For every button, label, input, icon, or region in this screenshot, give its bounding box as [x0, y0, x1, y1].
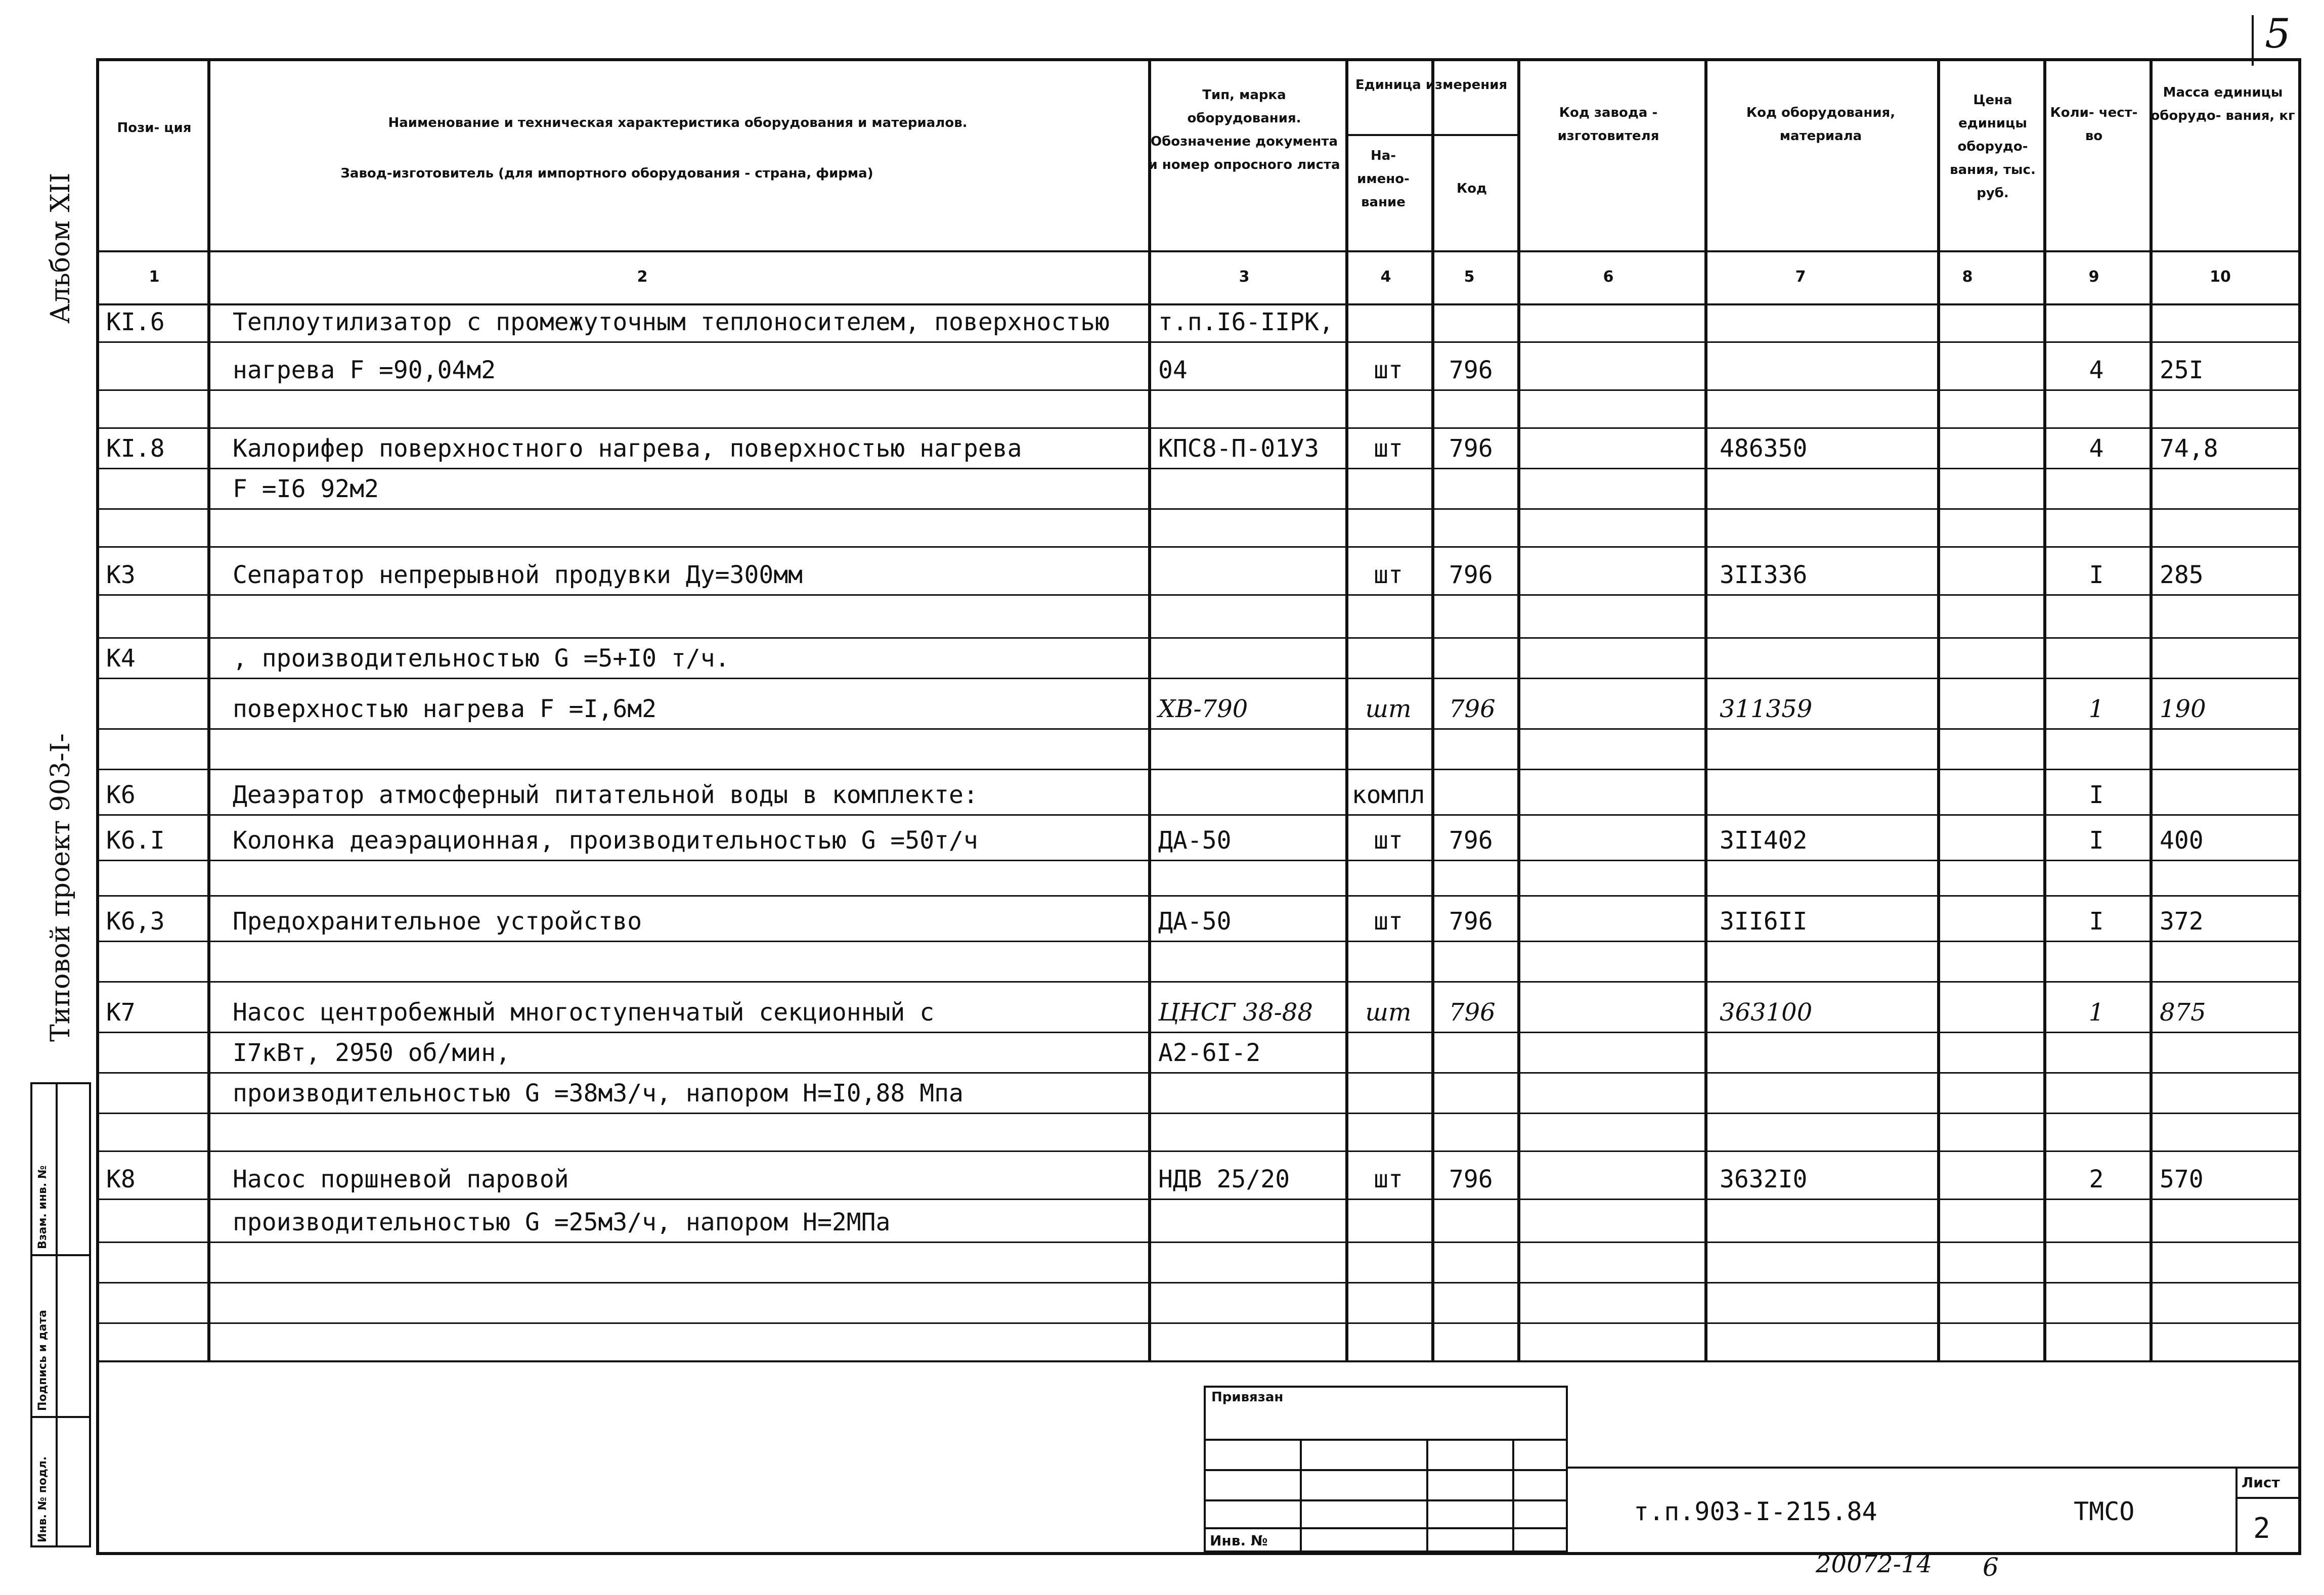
row-quantity: 1 — [2088, 998, 2104, 1027]
header-pos: Пози- ция — [117, 120, 192, 136]
row-unit-code: 796 — [1449, 1165, 1493, 1193]
col-number-8: 8 — [1962, 268, 1973, 286]
row-unit: шт — [1374, 561, 1403, 589]
row-equipment-code: 363100 — [1720, 998, 1813, 1027]
row-divider — [96, 637, 2301, 639]
row-position: К3 — [106, 561, 136, 589]
header-divider — [1345, 134, 1517, 136]
row-unit: шт — [1374, 907, 1403, 936]
row-equipment-code: 3II336 — [1720, 561, 1808, 589]
row-equipment-code: 3II6II — [1720, 907, 1808, 936]
stamp-vzam-inv: Взам. инв. № — [36, 1165, 49, 1249]
title-block-line — [2235, 1467, 2238, 1553]
header-divider — [96, 303, 2301, 305]
column-divider — [1517, 58, 1520, 1360]
row-name: производительностью G =25м3/ч, напором Н=2МПа — [233, 1208, 891, 1236]
row-position: К6,3 — [106, 907, 165, 936]
row-name: Предохранительное устройство — [233, 907, 642, 936]
col-number-3: 3 — [1239, 268, 1250, 286]
col-number-2: 2 — [637, 268, 648, 286]
row-name: Сепаратор непрерывной продувки Ду=300мм — [233, 561, 803, 589]
row-type: т.п.I6-IIРК, — [1158, 308, 1334, 336]
row-equipment-code: 486350 — [1720, 434, 1808, 463]
row-quantity: 4 — [2089, 434, 2104, 463]
column-divider — [2150, 58, 2153, 1360]
col-number-9: 9 — [2088, 268, 2099, 286]
stamp-line — [1426, 1439, 1428, 1553]
row-divider — [96, 981, 2301, 983]
row-divider — [96, 1113, 2301, 1114]
stamp-inv-podl: Инв. № подл. — [36, 1456, 49, 1542]
row-name: нагрева F =90,04м2 — [233, 356, 496, 384]
row-unit-code: 796 — [1449, 356, 1493, 384]
row-unit: шт — [1365, 695, 1412, 723]
row-mass: 74,8 — [2160, 434, 2218, 463]
row-quantity: 1 — [2088, 695, 2104, 723]
col-number-1: 1 — [149, 268, 160, 286]
column-divider — [1937, 58, 1940, 1360]
row-position: К6 — [106, 781, 136, 809]
stamp-divider — [30, 1416, 91, 1418]
col-number-6: 6 — [1603, 268, 1614, 286]
sheet-number: 2 — [2253, 1512, 2270, 1545]
row-name: F =I6 92м2 — [233, 475, 379, 503]
row-name: поверхностью нагрева F =I,6м2 — [233, 695, 657, 723]
row-mass: 25I — [2160, 356, 2204, 384]
row-name: Насос центробежный многоступенчатый секционный с — [233, 998, 935, 1027]
title-block-line — [2235, 1497, 2301, 1499]
row-divider — [96, 546, 2301, 548]
row-type: ЦНСГ 38-88 — [1158, 998, 1313, 1027]
drawing-mark: ТМСО — [2074, 1497, 2135, 1526]
row-position: К7 — [106, 998, 136, 1027]
row-divider — [96, 769, 2301, 770]
title-block-line — [1568, 1467, 2301, 1469]
row-unit-code: 796 — [1449, 907, 1493, 936]
row-divider — [96, 1072, 2301, 1074]
row-name: Колонка деаэрационная, производительностью G =50т/ч — [233, 826, 978, 855]
row-type: ДА-50 — [1158, 826, 1232, 855]
row-divider — [96, 895, 2301, 897]
row-divider — [96, 594, 2301, 596]
column-divider — [1148, 58, 1151, 1360]
row-unit: шт — [1374, 356, 1403, 384]
header-divider — [96, 250, 2301, 252]
stamp-sign-date: Подпись и дата — [36, 1310, 49, 1411]
stamp-line — [1512, 1439, 1514, 1553]
row-mass: 400 — [2160, 826, 2204, 855]
row-position: КI.8 — [106, 434, 165, 463]
bottom-number: 20072-14 — [1816, 1550, 1932, 1578]
row-divider — [96, 1199, 2301, 1200]
row-divider — [96, 468, 2301, 469]
row-unit-code: 796 — [1449, 695, 1496, 723]
row-mass: 285 — [2160, 561, 2204, 589]
row-divider — [96, 1150, 2301, 1152]
row-divider — [96, 1282, 2301, 1283]
column-divider — [1431, 58, 1434, 1360]
row-position: К4 — [106, 644, 136, 673]
header-type: Тип, марка оборудования. Обозначение документа и номер опросного листа — [1148, 87, 1340, 172]
row-quantity: I — [2089, 826, 2104, 855]
row-divider — [96, 1032, 2301, 1033]
project-label: Типовой проект 903-I- — [46, 733, 76, 1042]
row-mass: 570 — [2160, 1165, 2204, 1193]
row-type: НДВ 25/20 — [1158, 1165, 1290, 1193]
row-divider — [96, 427, 2301, 429]
header-name-line1: Наименование и техническая характеристика оборудования и материалов. — [388, 115, 968, 130]
header-qty: Коли- чест- во — [2050, 105, 2138, 144]
col-number-5: 5 — [1464, 268, 1475, 286]
row-position: К8 — [106, 1165, 136, 1193]
bottom-number-2: 6 — [1983, 1553, 1999, 1582]
col-number-7: 7 — [1795, 268, 1806, 286]
row-mass: 372 — [2160, 907, 2204, 936]
row-divider — [96, 1322, 2301, 1324]
row-quantity: 4 — [2089, 356, 2104, 384]
row-name: Теплоутилизатор с промежуточным теплоносителем, поверхностью — [233, 308, 1110, 336]
row-unit: шт — [1365, 998, 1412, 1027]
row-divider — [96, 1242, 2301, 1243]
row-name: Насос поршневой паровой — [233, 1165, 569, 1193]
row-equipment-code: 3II402 — [1720, 826, 1808, 855]
row-mass: 190 — [2160, 695, 2206, 723]
row-unit-code: 796 — [1449, 561, 1493, 589]
doc-code: т.п.903-I-215.84 — [1634, 1497, 1877, 1526]
col-number-4: 4 — [1380, 268, 1391, 286]
row-divider — [96, 814, 2301, 816]
header-price: Цена единицы оборудо- вания, тыс. руб. — [1950, 93, 2036, 201]
row-equipment-code: 3632I0 — [1720, 1165, 1808, 1193]
row-position: КI.6 — [106, 308, 165, 336]
row-type: 04 — [1158, 356, 1188, 384]
row-divider — [96, 728, 2301, 730]
row-quantity: 2 — [2089, 1165, 2104, 1193]
row-unit: шт — [1374, 434, 1403, 463]
stamp-divider — [30, 1254, 91, 1256]
page-number: 5 — [2265, 10, 2291, 57]
inv-no-label: Инв. № — [1210, 1532, 1268, 1549]
row-unit: шт — [1374, 826, 1403, 855]
header-name-line2: Завод-изготовитель (для импортного оборудования - страна, фирма) — [340, 166, 873, 181]
row-quantity: I — [2089, 907, 2104, 936]
row-type: ДА-50 — [1158, 907, 1232, 936]
header-maker-code: Код завода - изготовителя — [1557, 105, 1659, 144]
row-unit: компл — [1351, 781, 1425, 809]
col-number-10: 10 — [2210, 268, 2231, 286]
row-divider — [96, 389, 2301, 391]
stamp-divider — [56, 1082, 58, 1547]
row-divider — [96, 678, 2301, 679]
row-divider — [96, 941, 2301, 942]
stamp-line — [1300, 1439, 1302, 1553]
column-divider — [207, 58, 210, 1360]
header-mass: Масса единицы оборудо- вания, кг — [2151, 85, 2295, 123]
row-name: , производительностью G =5+I0 т/ч. — [233, 644, 730, 673]
row-divider — [96, 508, 2301, 510]
row-name: I7кВт, 2950 об/мин, — [233, 1039, 511, 1067]
row-position: К6.I — [106, 826, 165, 855]
row-quantity: I — [2089, 781, 2104, 809]
list-label: Лист — [2242, 1474, 2280, 1491]
table-bottom — [96, 1360, 2301, 1362]
row-divider — [96, 860, 2301, 861]
row-unit-code: 796 — [1449, 998, 1496, 1027]
column-divider — [1704, 58, 1707, 1360]
row-divider — [96, 341, 2301, 343]
header-equip-code: Код оборудования, материала — [1746, 105, 1896, 144]
privyazan-label: Привязан — [1211, 1390, 1284, 1405]
row-name: Калорифер поверхностного нагрева, поверхностью нагрева — [233, 434, 1022, 463]
header-unit: Единица измерения — [1355, 77, 1508, 93]
row-type: А2-6I-2 — [1158, 1039, 1261, 1067]
row-name: Деаэратор атмосферный питательной воды в комплекте: — [233, 781, 978, 809]
row-type: ХВ-790 — [1158, 695, 1248, 723]
row-equipment-code: 311359 — [1720, 695, 1813, 723]
row-type: КПС8-П-01УЗ — [1158, 434, 1319, 463]
row-quantity: I — [2089, 561, 2104, 589]
row-unit-code: 796 — [1449, 826, 1493, 855]
row-name: производительностью G =38м3/ч, напором Н=I0,88 Мпа — [233, 1079, 963, 1107]
row-unit-code: 796 — [1449, 434, 1493, 463]
row-mass: 875 — [2160, 998, 2206, 1027]
header-unit-code: Код — [1456, 181, 1487, 196]
header-unit-name: На- имено- вание — [1357, 148, 1410, 210]
row-unit: шт — [1374, 1165, 1403, 1193]
album-label: Альбом XII — [46, 172, 76, 324]
